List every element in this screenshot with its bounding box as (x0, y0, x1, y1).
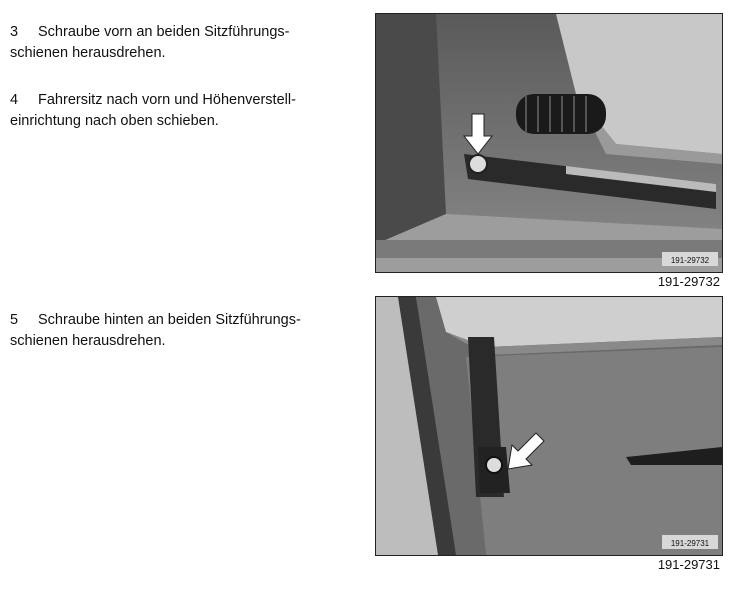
step-4 (10, 90, 340, 132)
step-5 (10, 310, 340, 352)
step-number: 3 (10, 24, 19, 40)
step-text-line1: Fahrersitz nach vorn und Höhenverstell- (38, 92, 296, 108)
figure-caption: 191-29731 (657, 557, 720, 572)
figure-inset-label: 191-29731 (670, 539, 710, 548)
front-screw-photo-illustration (376, 14, 722, 272)
rear-screw-photo-illustration (376, 297, 722, 555)
figure-inset-label: 191-29732 (670, 256, 710, 265)
step-text-line2: schienen herausdrehen. (10, 333, 166, 349)
step-text-line1: Schraube vorn an beiden Sitzführungs- (38, 24, 290, 40)
step-text-line2: schienen herausdrehen. (10, 45, 166, 61)
step-3 (10, 22, 340, 64)
figure-caption: 191-29732 (657, 274, 720, 289)
figure-front-screw-photo (375, 13, 723, 273)
step-text-line1: Schraube hinten an beiden Sitzführungs- (38, 312, 301, 328)
step-number: 5 (10, 312, 19, 328)
step-text-line2: einrichtung nach oben schieben. (10, 113, 219, 129)
step-number: 4 (10, 92, 19, 108)
figure-rear-screw-photo (375, 296, 723, 556)
